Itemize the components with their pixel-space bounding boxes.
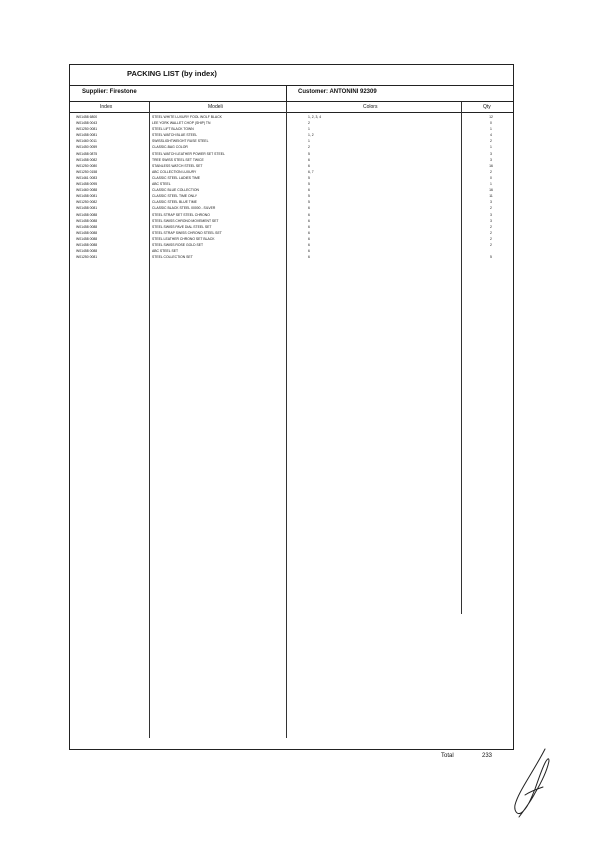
row-index-cell: W01250 0081 <box>76 127 98 132</box>
row-model-cell: STEEL SWISS CHRONO MOVEMENT SET <box>152 218 219 223</box>
row-qty-cell: 2 <box>490 169 492 174</box>
row-qty-cell: 3 <box>490 212 492 217</box>
row-index-cell: W01458 0043 <box>76 121 98 126</box>
table-row <box>70 254 513 260</box>
row-qty-cell: 2 <box>490 230 492 235</box>
row-model-cell: CLASSIC-BAG COLOR <box>152 145 188 150</box>
row-colors-cell: 6 <box>308 249 310 254</box>
row-model-cell: STEEL STRAP SET STEEL CHRONO <box>152 212 210 217</box>
supplier-label: Supplier: Firestone <box>82 89 137 95</box>
row-qty-cell: 2 <box>490 206 492 211</box>
document-title: PACKING LIST (by index) <box>127 69 217 78</box>
row-colors-cell: 5 <box>308 182 310 187</box>
signature-icon <box>505 745 555 820</box>
customer-label: Customer: ANTONINI 92309 <box>298 89 377 95</box>
row-colors-cell: 5 <box>308 194 310 199</box>
row-colors-cell: 2 <box>308 121 310 126</box>
row-index-cell: W01458 0088 <box>76 230 98 235</box>
row-index-cell: W01450 0059 <box>76 145 98 150</box>
row-colors-cell: 6 <box>308 255 310 260</box>
column-header-colors: Colors <box>363 104 378 110</box>
row-index-cell: W01458 0088 <box>76 224 98 229</box>
column-header-model: Modeli <box>208 104 223 110</box>
row-colors-cell: 6 <box>308 224 310 229</box>
row-model-cell: STEEL WHITE LUXURY FOOL WOLF BLACK <box>152 115 222 119</box>
row-index-cell: W01458 0081 <box>76 206 98 211</box>
column-header-row <box>70 102 513 113</box>
row-model-cell: CLASSIC STEEL TIME ONLY <box>152 194 197 199</box>
row-qty-cell: 16 <box>489 163 493 168</box>
row-qty-cell: 12 <box>489 115 493 119</box>
row-colors-cell: 6 <box>308 236 310 241</box>
info-row <box>70 86 513 102</box>
row-colors-cell: 6 <box>308 157 310 162</box>
packing-list-table <box>69 64 514 750</box>
row-qty-cell: 3 <box>490 157 492 162</box>
row-index-cell: W01458 0095 <box>76 182 98 187</box>
row-model-cell: CLASSIC STEEL LADIES TIME <box>152 175 201 180</box>
row-colors-cell: 1, 2 <box>308 133 314 138</box>
row-index-cell: W01458 6800 <box>76 115 98 119</box>
total-label: Total <box>441 753 454 759</box>
row-qty-cell: 16 <box>489 188 493 193</box>
table-body <box>70 114 513 260</box>
row-index-cell: W01250 0082 <box>76 200 98 205</box>
column-header-index: Index <box>100 104 113 110</box>
row-model-cell: STEEL LIFT BLACK TOWN <box>152 127 194 132</box>
row-colors-cell: 6 <box>308 230 310 235</box>
row-colors-cell: 6 <box>308 163 310 168</box>
row-qty-cell: 1 <box>490 127 492 132</box>
row-colors-cell: 5 <box>308 200 310 205</box>
row-model-cell: CLASSIC BLUE COLLECTION <box>152 188 199 193</box>
row-index-cell: W01458 0088 <box>76 218 98 223</box>
row-colors-cell: 1 <box>308 139 310 144</box>
row-index-cell: W01250 0080 <box>76 163 98 168</box>
row-qty-cell: 3 <box>490 151 492 156</box>
row-model-cell: STEEL WATCH BLUE STEEL <box>152 133 198 138</box>
row-qty-cell: 11 <box>489 194 493 199</box>
row-qty-cell: 1 <box>490 145 492 150</box>
row-index-cell: W01458 0081 <box>76 194 98 199</box>
row-model-cell: STEEL WATCH LEATHER POWER SET STEEL <box>152 151 225 156</box>
row-qty-cell: 2 <box>490 224 492 229</box>
row-model-cell: CLASSIC BLACK STEEL 00000 - SILVER <box>152 206 216 211</box>
total-value: 233 <box>482 753 493 759</box>
row-index-cell: W01458 0082 <box>76 157 98 162</box>
row-qty-cell: 3 <box>490 200 492 205</box>
row-colors-cell: 6 <box>308 206 310 211</box>
row-model-cell: TREE SWISS STEEL SET TWICE <box>152 157 204 162</box>
row-model-cell: STEEL LEATHER CHRONO SET BLACK <box>152 236 215 241</box>
row-model-cell: ABC STEEL SET <box>152 249 179 254</box>
row-colors-cell: 1 <box>308 127 310 132</box>
row-qty-cell: 2 <box>490 242 492 247</box>
row-index-cell: W01460 0088 <box>76 188 98 193</box>
row-model-cell: LEE YORK WALLET CHOP (SHIP) TN <box>152 121 211 126</box>
row-colors-cell: 5 <box>308 175 310 180</box>
row-qty-cell: 3 <box>490 218 492 223</box>
row-model-cell: SWISSLIGHTWEIGHT RUSE STEEL <box>152 139 209 144</box>
row-model-cell: ABC STEEL <box>152 182 171 187</box>
row-index-cell: W01458 0088 <box>76 242 98 247</box>
row-model-cell: STEEL SWISS ROSE GOLD SET <box>152 242 204 247</box>
row-model-cell: STEEL COLLECTION SET <box>152 255 193 260</box>
row-qty-cell: 0 <box>490 175 492 180</box>
row-colors-cell: 1, 2, 3, 4 <box>308 115 322 119</box>
row-qty-cell: 2 <box>490 236 492 241</box>
row-colors-cell: 5 <box>308 151 310 156</box>
row-colors-cell: 6 <box>308 188 310 193</box>
row-colors-cell: 6, 7 <box>308 169 314 174</box>
row-colors-cell: 6 <box>308 242 310 247</box>
row-model-cell: STAINLESS WATCH STEEL SET <box>152 163 203 168</box>
row-index-cell: W01458 0081 <box>76 133 98 138</box>
row-index-cell: W01458 0088 <box>76 236 98 241</box>
row-colors-cell: 6 <box>308 212 310 217</box>
row-colors-cell: 2 <box>308 145 310 150</box>
row-index-cell: W01458 0875 <box>76 151 98 156</box>
title-row <box>70 65 513 86</box>
row-model-cell: ABC COLLECTION LUXURY <box>152 169 197 174</box>
row-qty-cell: 0 <box>490 121 492 126</box>
row-qty-cell: 2 <box>490 139 492 144</box>
row-model-cell: STEEL SWISS PAVE DIAL STEEL SET <box>152 224 212 229</box>
row-model-cell: CLASSIC STEEL BLUE TIME <box>152 200 197 205</box>
row-qty-cell: 4 <box>490 133 492 138</box>
row-index-cell: W01460 0011 <box>76 139 97 144</box>
row-index-cell: W01250 0081 <box>76 255 98 260</box>
row-qty-cell: 5 <box>490 255 492 260</box>
column-header-qty: Qty <box>483 104 491 110</box>
row-index-cell: W01461 0083 <box>76 175 98 180</box>
row-index-cell: W01458 0088 <box>76 212 98 217</box>
row-model-cell: STEEL STRAP SWISS CHRONO STEEL SET <box>152 230 222 235</box>
row-colors-cell: 6 <box>308 218 310 223</box>
row-index-cell: W01250 0158 <box>76 169 98 174</box>
row-qty-cell: 1 <box>490 182 492 187</box>
row-index-cell: W01458 0088 <box>76 249 98 254</box>
info-divider <box>286 86 287 102</box>
